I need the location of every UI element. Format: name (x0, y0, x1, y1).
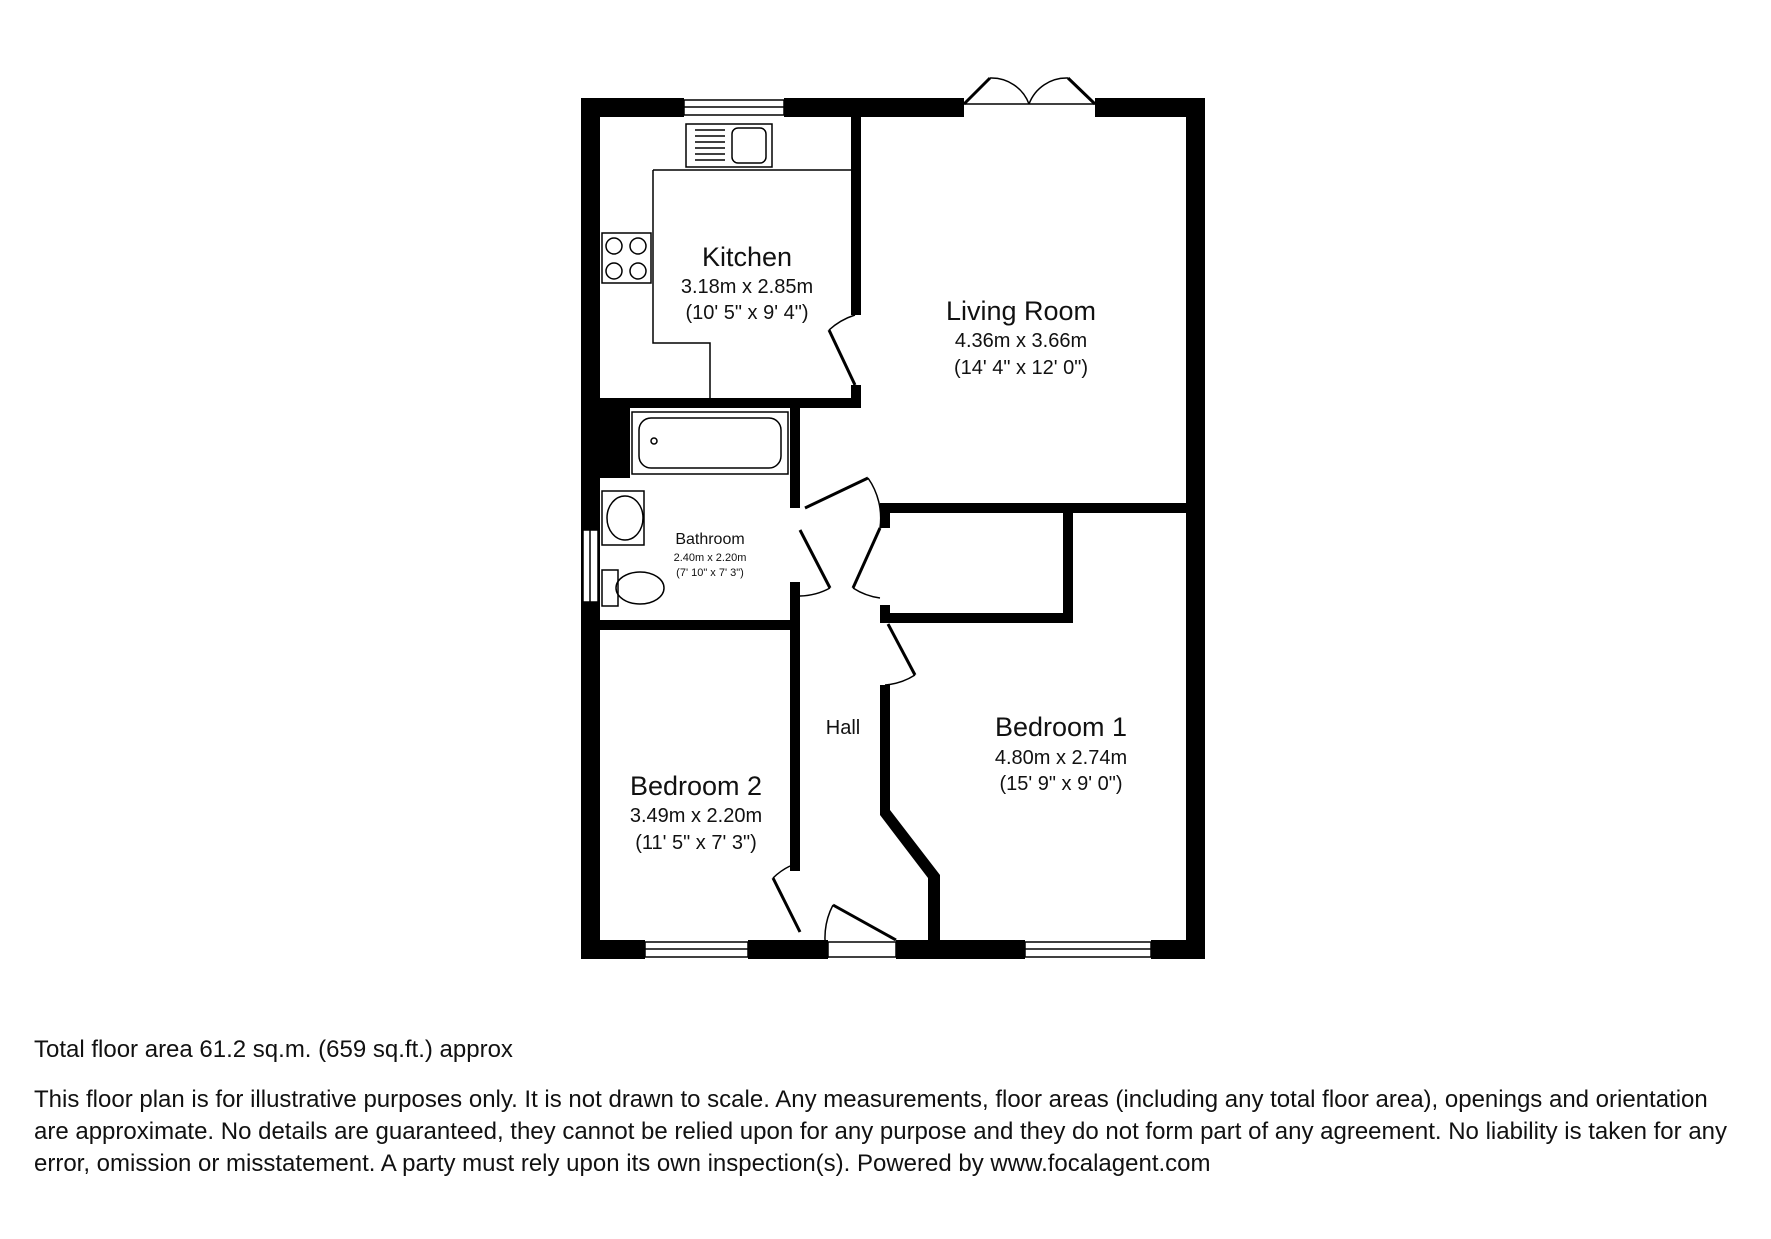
living-metric: 4.36m x 3.66m (954, 330, 1088, 352)
doors (773, 78, 1095, 958)
bedroom1-name: Bedroom 1 (994, 712, 1128, 742)
bedroom2-name: Bedroom 2 (629, 771, 763, 801)
bedroom1-imperial: (15' 9" x 9' 0") (999, 773, 1123, 795)
bedroom2-imperial: (11' 5" x 7' 3") (635, 832, 757, 854)
living-imperial: (14' 4" x 12' 0") (953, 357, 1089, 379)
total-floor-area: Total floor area 61.2 sq.m. (659 sq.ft.) approx (34, 1036, 513, 1063)
disclaimer-text: This floor plan is for illustrative purposes only. It is not drawn to scale. Any measurements, floor areas (including any total floor area), openings and orientation are approximate. No details are guaranteed, they cannot be relied upon for any purpose and they do not form part of any agreement. No liability is taken for any error, omission or misstatement. A party must rely upon its own inspection(s). Powered by www.focalagent.com (34, 1086, 1728, 1177)
bathroom-name: Bathroom (675, 531, 745, 548)
door-cupboard (853, 528, 880, 598)
hall-name: Hall (825, 717, 861, 739)
bedroom2-metric: 3.49m x 2.20m (629, 805, 763, 827)
basin-icon (602, 491, 644, 545)
door-living-hall (805, 478, 881, 528)
living-name: Living Room (945, 296, 1097, 326)
bathroom-imperial: (7' 10" x 7' 3") (676, 567, 744, 579)
kitchen-imperial: (10' 5" x 9' 4") (685, 302, 809, 324)
kitchen-name: Kitchen (701, 242, 793, 272)
bedroom1-metric: 4.80m x 2.74m (994, 747, 1128, 769)
room-labels (630, 242, 1127, 854)
bathroom-metric: 2.40m x 2.20m (673, 552, 747, 564)
door-kitchen (829, 315, 855, 385)
door-bedroom1 (885, 624, 915, 685)
door-bathroom (800, 530, 830, 596)
french-door-living (964, 78, 1095, 104)
kitchen-metric: 3.18m x 2.85m (680, 276, 814, 298)
door-entrance (825, 905, 896, 958)
door-bedroom2 (773, 866, 800, 932)
